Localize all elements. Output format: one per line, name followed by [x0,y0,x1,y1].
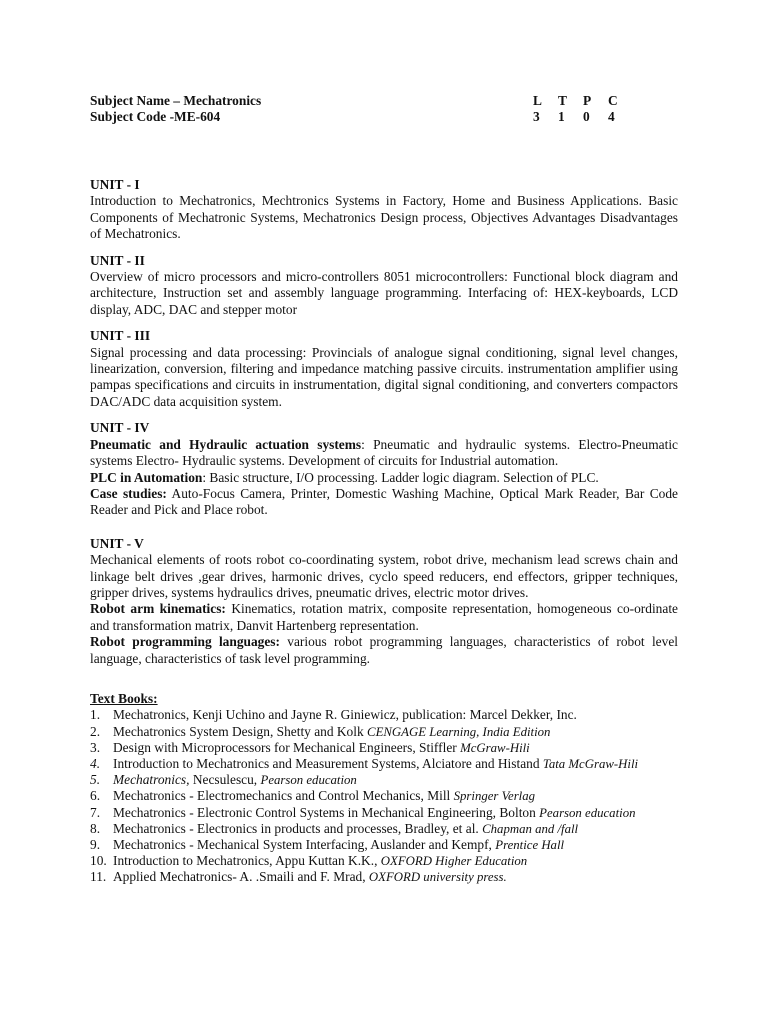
unit-4 [90,420,678,518]
book-publisher: OXFORD Higher Education [380,854,528,869]
unit-title: UNIT - II [90,252,145,268]
book-number: 5. [90,772,101,788]
text-books-title: Text Books: [90,690,158,706]
subject-info [90,93,261,126]
book-number: 6. [90,788,101,804]
book-item [90,821,678,837]
text-books [90,691,678,886]
book-title-authors: Design with Microprocessors for Mechanical Engineers, Stiffler [113,739,461,755]
syllabus-content [90,93,678,886]
book-item [90,805,678,821]
book-number: 1. [90,707,101,723]
book-item [90,772,678,788]
book-title-authors: Applied Mechatronics- A. .Smaili and F. Mrad, [113,869,369,885]
book-text [113,805,678,821]
unit-2 [90,253,678,319]
book-title-authors: Mechatronics - Electronics in products and processes, Bradley, et al. [113,820,483,836]
book-number: 3. [90,739,101,755]
topic-text: : Pneumatic and hydraulic systems. Electro-Pneumatic systems Electro- Hydraulic systems. Development of circuits for Industrial automation. [90,436,678,469]
subject-header [90,93,678,127]
subject-code: Subject Code -ME-604 [90,109,221,125]
unit-title: UNIT - V [90,535,144,551]
book-text [113,740,678,756]
book-text [113,869,678,885]
book-title-authors: Introduction to Mechatronics and Measurement Systems, Alciatore and Histand [113,755,543,771]
unit-paragraph: Mechanical elements of roots robot co-coordinating system, robot drive, mechanism lead screws chain and linkage belt drives ,gear drives, harmonic drives, cyclo speed reducers, end effectors, gripper techniques, gripper drives, systems hydraulics drives, pneumatic drives, electric motor drives. [90,552,678,600]
book-title-authors: Mechatronics - Mechanical System Interfacing, Auslander and Kempf, [113,837,496,852]
unit-description: Signal processing and data processing: Provincials of analogue signal conditioning, signal level changes, linearization, conversion, filtering and impedance matching passive circuits. instrumentation amplifier using pampas specifications and circuits in instrumentation, digital signal conditioning, and converters compactors DAC/ADC data acquisition system. [90,344,678,409]
book-text [113,724,678,740]
book-number: 4. [90,755,101,771]
book-title-authors: Mechatronics - Electronic Control Systems in Mechanical Engineering, Bolton [113,804,540,820]
topic-text: Kinematics, rotation matrix, composite representation, homogeneous co-ordinate and transformation matrix, Danvit Hartenberg representation. [90,601,678,633]
book-item [90,756,678,772]
book-number: 10. [90,853,107,869]
book-title-authors: Mechatronics, Kenji Uchino and Jayne R. Giniewicz, publication: Marcel Dekker, Inc. [113,707,577,723]
book-authors: Necsulescu, [192,772,261,788]
topic-heading: Robot arm kinematics: [90,601,226,617]
book-title: Mechatronics, [113,772,193,788]
book-publisher: OXFORD university press. [368,870,507,885]
topic-text: Auto-Focus Camera, Printer, Domestic Washing Machine, Optical Mark Reader, Bar Code Reader and Pick and Place robot. [90,485,678,518]
unit-description: Introduction to Mechatronics, Mechtronics Systems in Factory, Home and Business Applications. Basic Components of Mechatronic Systems, Mechatronics Design process, Objectives Advantages Disadvantages of Mechatronics. [90,193,678,242]
book-publisher: Springer Verlag [453,789,536,804]
unit-paragraph [90,486,678,519]
topic-text: various robot programming languages, characteristics of robot level language, characteristics of task level programming. [90,634,678,666]
book-number: 9. [90,837,101,852]
ltpc-label-t: T [558,93,567,108]
unit-paragraph [90,634,678,667]
unit-5 [90,536,678,667]
book-text [113,837,678,853]
ltpc-labels [533,93,633,109]
unit-1 [90,177,678,243]
book-text [113,756,678,772]
book-title-authors: Introduction to Mechatronics, Appu Kuttan K.K., [113,853,381,869]
topic-heading: Case studies: [90,485,167,501]
ltpc-label-l: L [533,93,542,108]
book-number: 2. [90,723,101,739]
unit-title: UNIT - III [90,328,151,344]
ltpc-value-t: 1 [558,109,565,125]
unit-title: UNIT - IV [90,420,150,436]
book-publisher: Tata McGraw-Hili [542,756,639,771]
ltpc-table [533,93,633,126]
book-publisher: CENGAGE Learning, India Edition [367,724,551,739]
subject-name: Subject Name – Mechatronics [90,93,262,108]
book-number: 11. [90,869,107,885]
book-text [113,788,678,804]
book-number: 8. [90,820,101,836]
book-title-authors: Mechatronics System Design, Shetty and Kolk [113,723,368,739]
book-item [90,869,678,885]
book-item [90,740,678,756]
book-item [90,724,678,740]
book-text [113,853,678,869]
unit-title: UNIT - I [90,177,140,192]
book-item [90,788,678,804]
book-title-authors: Mechatronics - Electromechanics and Control Mechanics, Mill [113,788,454,804]
topic-heading: Pneumatic and Hydraulic actuation systems [90,436,362,452]
ltpc-label-c: C [608,93,618,108]
book-number: 7. [90,804,101,820]
book-item [90,707,678,723]
ltpc-label-p: P [583,93,592,108]
book-publisher: Prentice Hall [495,838,565,852]
book-item [90,837,678,853]
unit-paragraph [90,470,678,486]
book-publisher: Pearson education [539,805,636,820]
unit-paragraph [90,601,678,634]
book-publisher: Pearson education [260,773,357,788]
unit-paragraph [90,437,678,470]
book-item [90,853,678,869]
unit-3 [90,328,678,410]
book-text [113,772,678,788]
ltpc-value-p: 0 [583,109,590,125]
topic-heading: Robot programming languages: [90,634,280,650]
book-publisher: McGraw-Hili [460,740,530,755]
ltpc-value-c: 4 [608,109,615,125]
topic-text: : Basic structure, I/O processing. Ladder logic diagram. Selection of PLC. [202,469,599,485]
book-publisher: Chapman and /fall [482,821,579,836]
unit-description: Overview of micro processors and micro-controllers 8051 microcontrollers: Functional block diagram and architecture, Instruction set and assembly language programming. Interfacing of: HEX-keyboards, LCD display, ADC, DAC and stepper motor [90,269,678,317]
ltpc-values [533,109,633,125]
topic-heading: PLC in Automation [90,469,203,485]
book-text [113,821,678,837]
ltpc-value-l: 3 [533,109,540,125]
book-text [113,707,678,723]
